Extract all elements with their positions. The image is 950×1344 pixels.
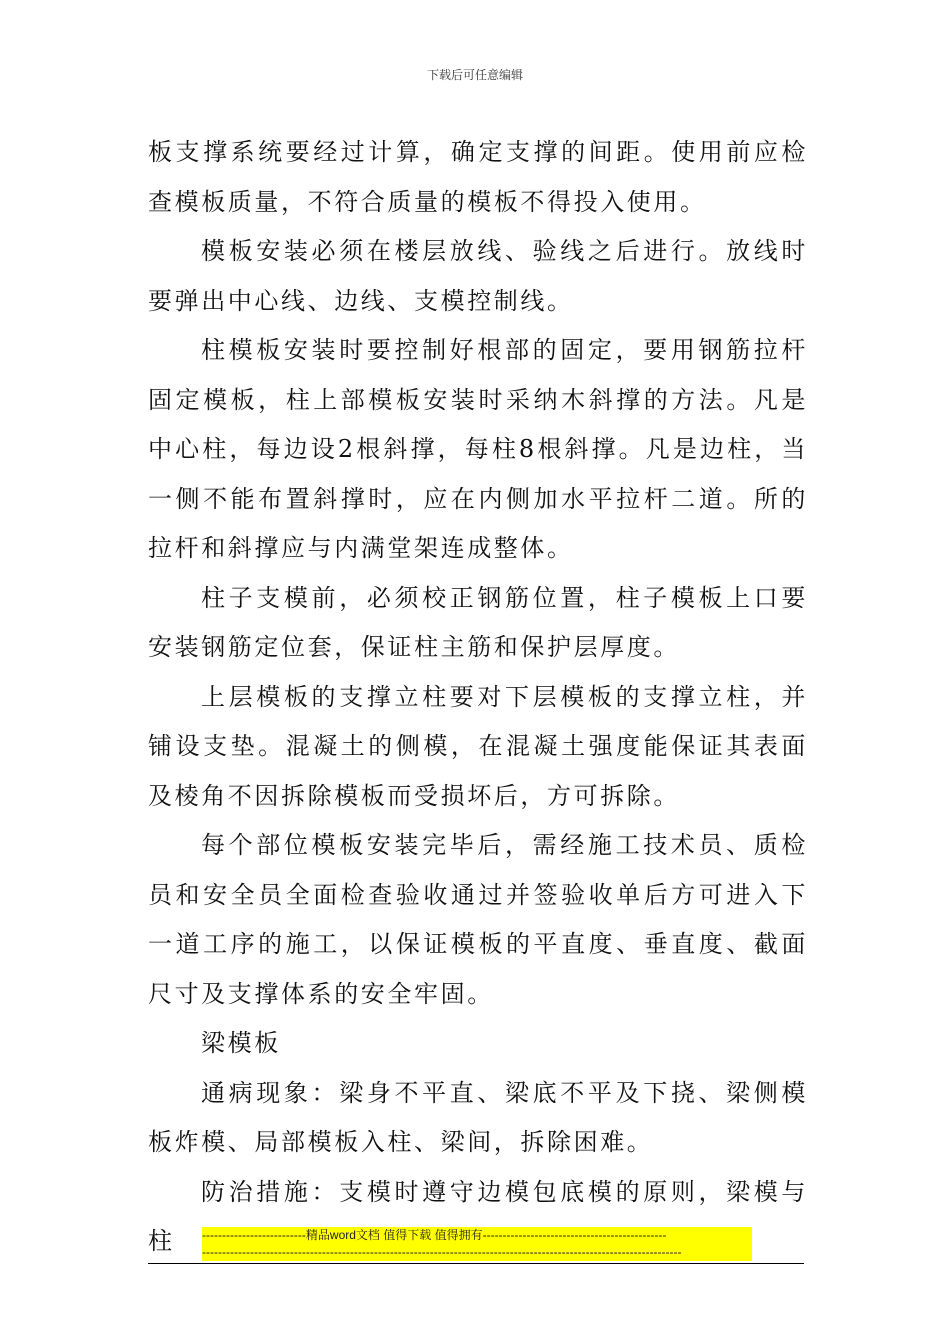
paragraph: 上层模板的支撑立柱要对下层模板的支撑立柱，并铺设支垫。混凝土的侧模，在混凝土强度能保证其表面及棱角不因拆除模板而受损坏后，方可拆除。 — [148, 682, 808, 810]
footer-banner — [202, 1227, 752, 1261]
paragraph: 模板安装必须在楼层放线、验线之后进行。放线时要弹出中心线、边线、支模控制线。 — [148, 237, 808, 315]
document-body — [148, 128, 808, 1267]
page-header: 下载后可任意编辑 — [426, 68, 523, 82]
paragraph: 板支撑系统要经过计算，确定支撑的间距。使用前应检查模板质量，不符合质量的模板不得投入使用。 — [148, 138, 808, 216]
paragraph: 防治措施：支模时遵守边模包底模的原则，梁模与柱 — [148, 1177, 808, 1255]
paragraph: 柱子支模前，必须校正钢筋位置，柱子模板上口要安装钢筋定位套，保证柱主筋和保护层厚度。 — [148, 583, 808, 661]
footer-divider — [148, 1263, 804, 1264]
paragraph: 每个部位模板安装完毕后，需经施工技术员、质检员和安全员全面检查验收通过并签验收单后方可进入下一道工序的施工，以保证模板的平直度、垂直度、截面尺寸及支撑体系的安全牢固。 — [148, 831, 808, 1008]
footer-banner-line: ------------------------------------------------------------------------------------------------------------------------ — [202, 1245, 682, 1259]
footer-banner-line: --------------------------精品word文档 值得下载 值得拥有---------------------------------------------- — [202, 1228, 667, 1242]
paragraph: 通病现象：梁身不平直、梁底不平及下挠、梁侧模板炸模、局部模板入柱、梁间，拆除困难。 — [148, 1078, 808, 1156]
section-heading: 梁模板 — [201, 1029, 281, 1057]
paragraph: 柱模板安装时要控制好根部的固定，要用钢筋拉杆固定模板，柱上部模板安装时采纳木斜撑的方法。凡是中心柱，每边设2根斜撑，每柱8根斜撑。凡是边柱，当一侧不能布置斜撑时，应在内侧加水平拉杆二道。所的拉杆和斜撑应与内满堂架连成整体。 — [148, 336, 808, 562]
